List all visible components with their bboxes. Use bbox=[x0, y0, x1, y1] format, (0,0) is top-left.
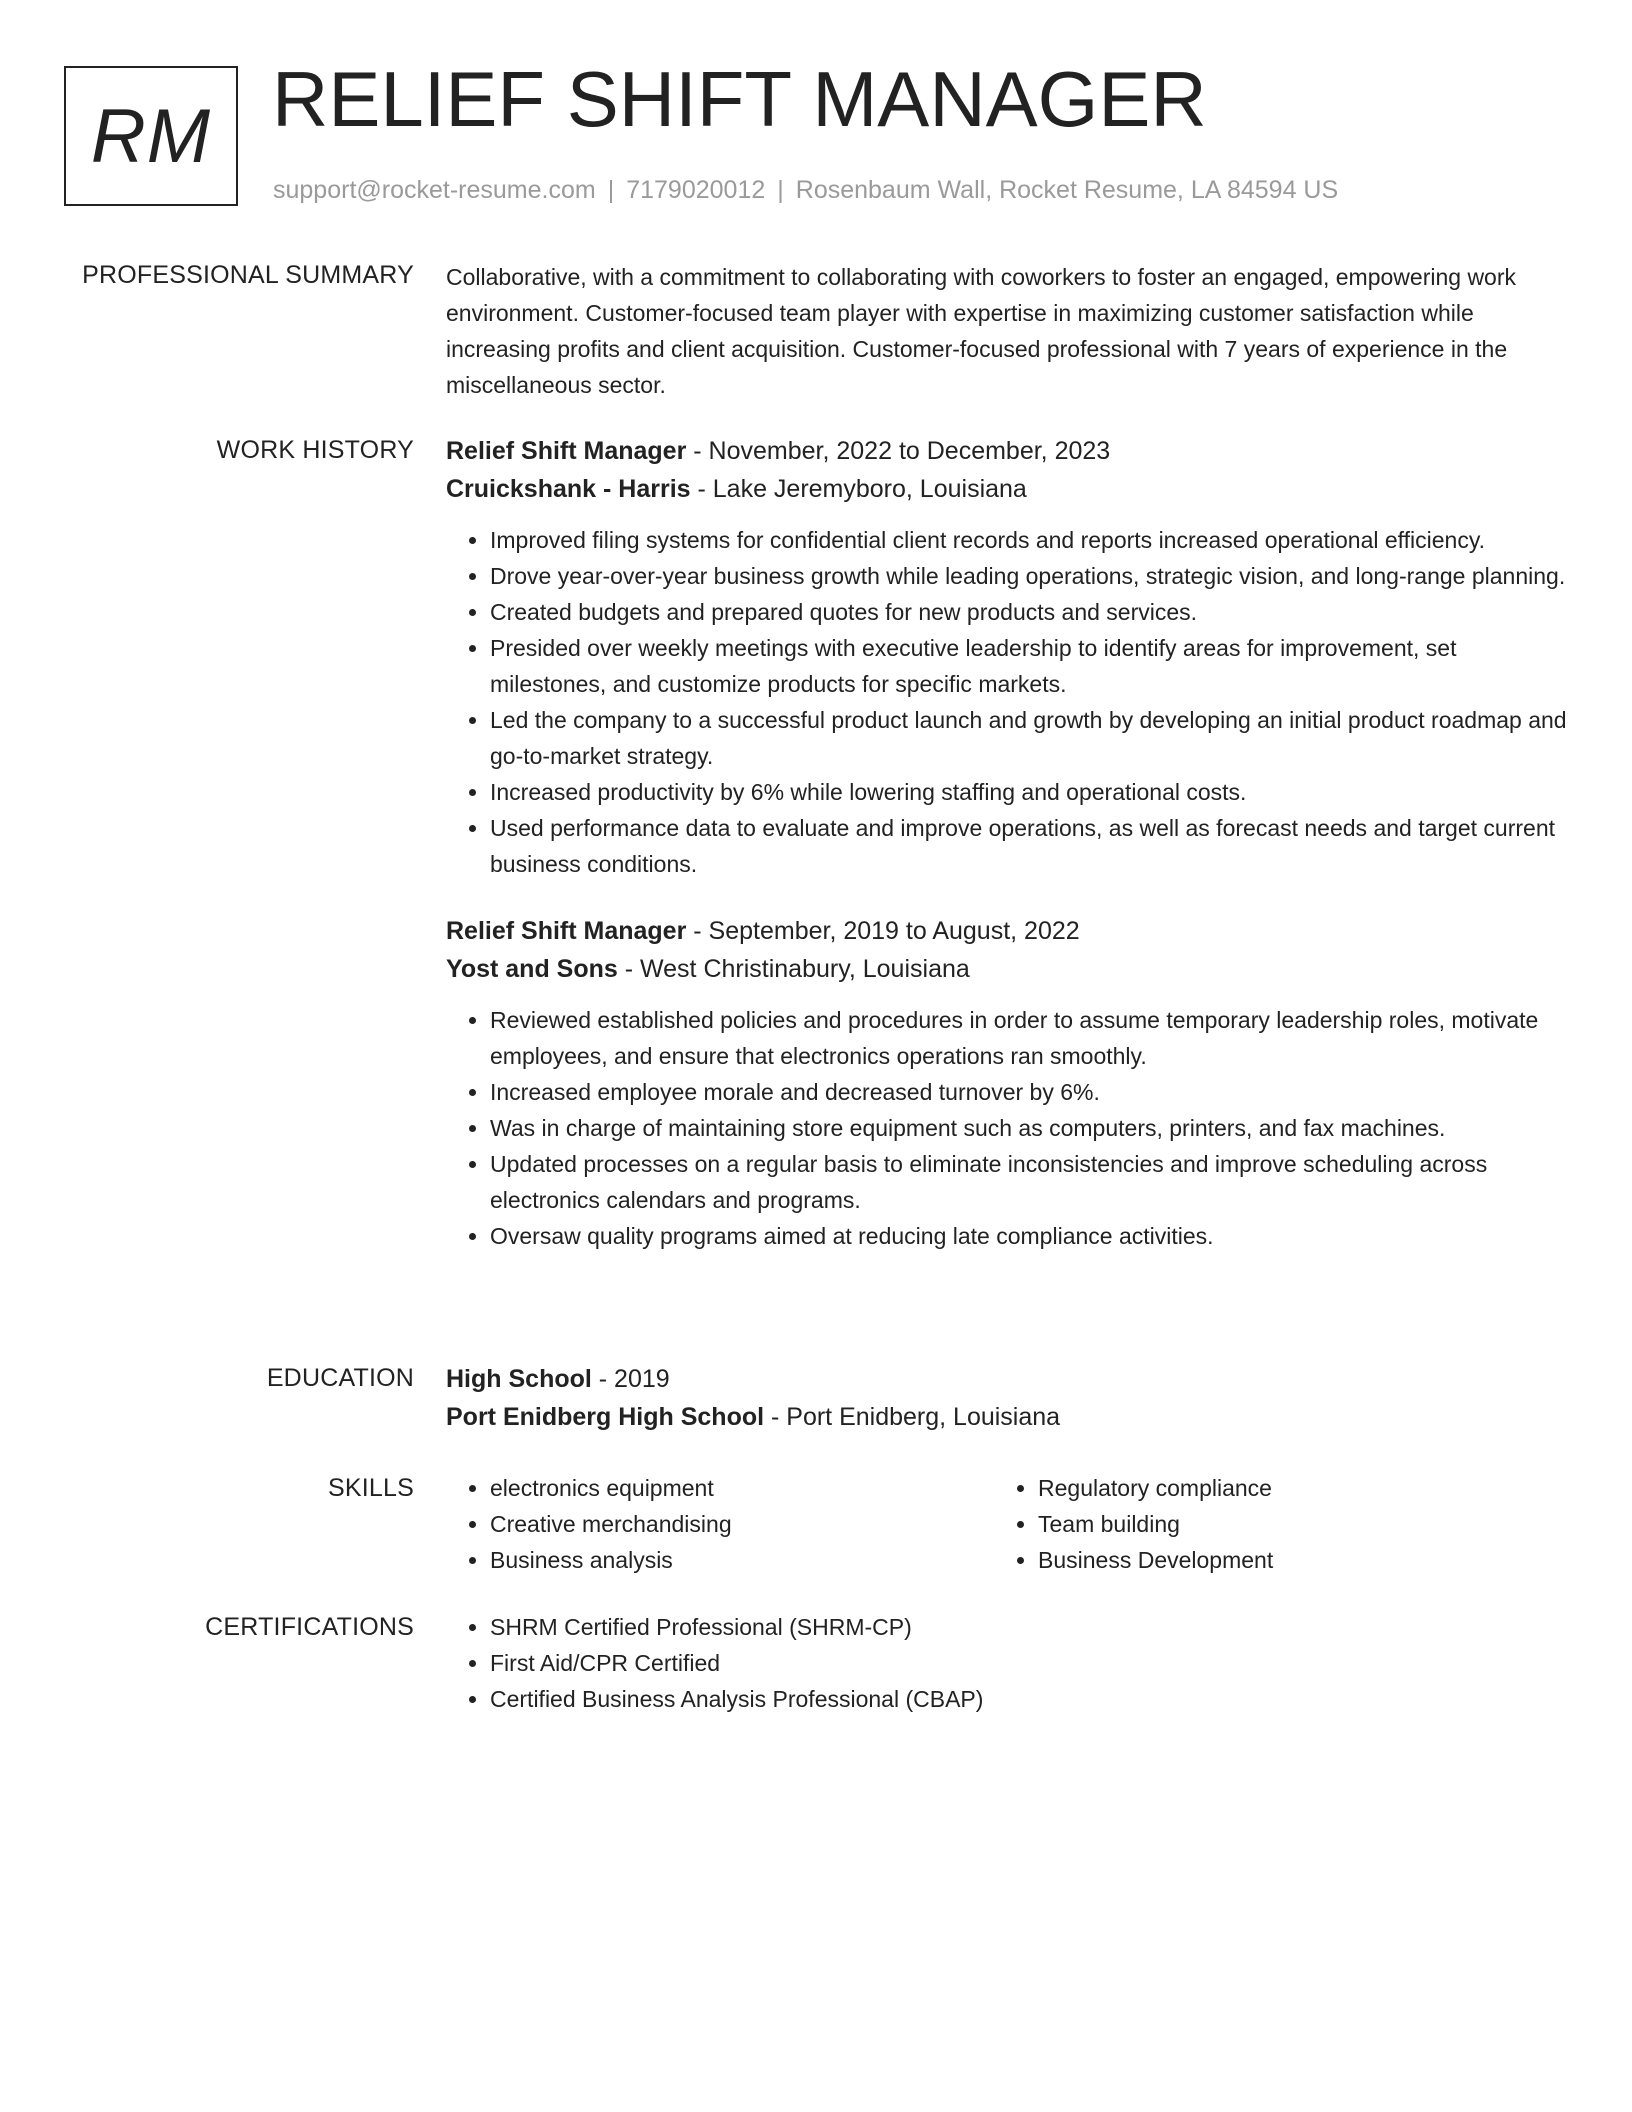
summary-text: Collaborative, with a commitment to collaborating with coworkers to foster an engaged, empowering work environment. Customer-focused team player with expertise in maximizing customer satisfaction while increasing profits and client acquisition. Customer-focused professional with 7 years of experience in the miscellaneous sector. bbox=[446, 264, 1517, 398]
list-item: • Presided over weekly meetings with executive leadership to identify areas for improvement, set milestones, and customize products for specific markets. bbox=[490, 630, 1570, 702]
resume-header bbox=[64, 55, 1568, 210]
contact-line bbox=[273, 176, 1338, 205]
contact-email: support@rocket-resume.com bbox=[273, 176, 596, 204]
job-company: Yost and Sons bbox=[446, 955, 618, 983]
section-heading-education: EDUCATION bbox=[266, 1364, 414, 1392]
list-item: • Certified Business Analysis Professional (CBAP) bbox=[490, 1681, 1570, 1717]
list-item: • Increased employee morale and decreased turnover by 6%. bbox=[490, 1074, 1570, 1110]
job-company-line bbox=[446, 950, 1570, 988]
certifications-body bbox=[446, 1609, 1570, 1717]
list-item: • electronics equipment bbox=[490, 1470, 994, 1506]
section-heading-work-history: WORK HISTORY bbox=[216, 436, 414, 464]
work-history-body bbox=[446, 432, 1570, 1254]
job-dates: - September, 2019 to August, 2022 bbox=[686, 917, 1080, 945]
list-item: • Drove year-over-year business growth while leading operations, strategic vision, and long-range planning. bbox=[490, 558, 1570, 594]
skills-column-left bbox=[446, 1470, 994, 1578]
section-heading-certifications: CERTIFICATIONS bbox=[205, 1613, 414, 1641]
education-degree-line bbox=[446, 1360, 1570, 1398]
education-year: - 2019 bbox=[591, 1365, 670, 1393]
list-item: • Updated processes on a regular basis to eliminate inconsistencies and improve scheduling across electronics calendars and programs. bbox=[490, 1146, 1570, 1218]
contact-address: Rosenbaum Wall, Rocket Resume, LA 84594 US bbox=[795, 176, 1339, 204]
list-item: • Led the company to a successful product launch and growth by developing an initial product roadmap and go-to-market strategy. bbox=[490, 702, 1570, 774]
job-dates: - November, 2022 to December, 2023 bbox=[686, 437, 1111, 465]
skills-column-right bbox=[994, 1470, 1542, 1578]
job-title-line bbox=[446, 432, 1570, 470]
certifications-list bbox=[446, 1609, 1570, 1717]
contact-phone: 7179020012 bbox=[626, 176, 766, 204]
list-item: • Created budgets and prepared quotes for new products and services. bbox=[490, 594, 1570, 630]
job-location: - West Christinabury, Louisiana bbox=[617, 955, 970, 983]
list-item: • Increased productivity by 6% while lowering staffing and operational costs. bbox=[490, 774, 1570, 810]
job-title: Relief Shift Manager bbox=[446, 437, 687, 465]
job-bullets bbox=[446, 522, 1570, 882]
list-item: • Business Development bbox=[1038, 1542, 1542, 1578]
list-item: • Business analysis bbox=[490, 1542, 994, 1578]
list-item: • First Aid/CPR Certified bbox=[490, 1645, 1570, 1681]
list-item: • Oversaw quality programs aimed at reducing late compliance activities. bbox=[490, 1218, 1570, 1254]
list-item: • Reviewed established policies and procedures in order to assume temporary leadership roles, motivate employees, and ensure that electronics operations ran smoothly. bbox=[490, 1002, 1570, 1074]
job-company-line bbox=[446, 470, 1570, 508]
list-item: • Was in charge of maintaining store equipment such as computers, printers, and fax machines. bbox=[490, 1110, 1570, 1146]
candidate-name: RELIEF SHIFT MANAGER bbox=[272, 55, 1207, 143]
monogram-initials: RM bbox=[64, 66, 238, 206]
section-heading-skills: SKILLS bbox=[328, 1474, 414, 1502]
job-entry bbox=[446, 432, 1570, 882]
education-school: Port Enidberg High School bbox=[446, 1403, 765, 1431]
job-entry bbox=[446, 912, 1570, 1254]
list-item: • SHRM Certified Professional (SHRM-CP) bbox=[490, 1609, 1570, 1645]
education-school-line bbox=[446, 1398, 1570, 1436]
summary-body bbox=[446, 259, 1570, 403]
job-location: - Lake Jeremyboro, Louisiana bbox=[690, 475, 1027, 503]
skills-columns bbox=[446, 1470, 1570, 1578]
list-item: • Team building bbox=[1038, 1506, 1542, 1542]
job-title: Relief Shift Manager bbox=[446, 917, 687, 945]
job-company: Cruickshank - Harris bbox=[446, 475, 691, 503]
skills-body bbox=[446, 1470, 1570, 1578]
contact-separator: | bbox=[777, 176, 784, 204]
list-item: • Creative merchandising bbox=[490, 1506, 994, 1542]
education-location: - Port Enidberg, Louisiana bbox=[764, 1403, 1061, 1431]
list-item: • Used performance data to evaluate and improve operations, as well as forecast needs and target current business conditions. bbox=[490, 810, 1570, 882]
section-heading-summary: PROFESSIONAL SUMMARY bbox=[82, 261, 414, 289]
contact-separator: | bbox=[607, 176, 615, 204]
education-degree: High School bbox=[446, 1365, 592, 1393]
list-item: • Regulatory compliance bbox=[1038, 1470, 1542, 1506]
education-body bbox=[446, 1360, 1570, 1436]
job-title-line bbox=[446, 912, 1570, 950]
job-bullets bbox=[446, 1002, 1570, 1254]
list-item: • Improved filing systems for confidential client records and reports increased operational efficiency. bbox=[490, 522, 1570, 558]
